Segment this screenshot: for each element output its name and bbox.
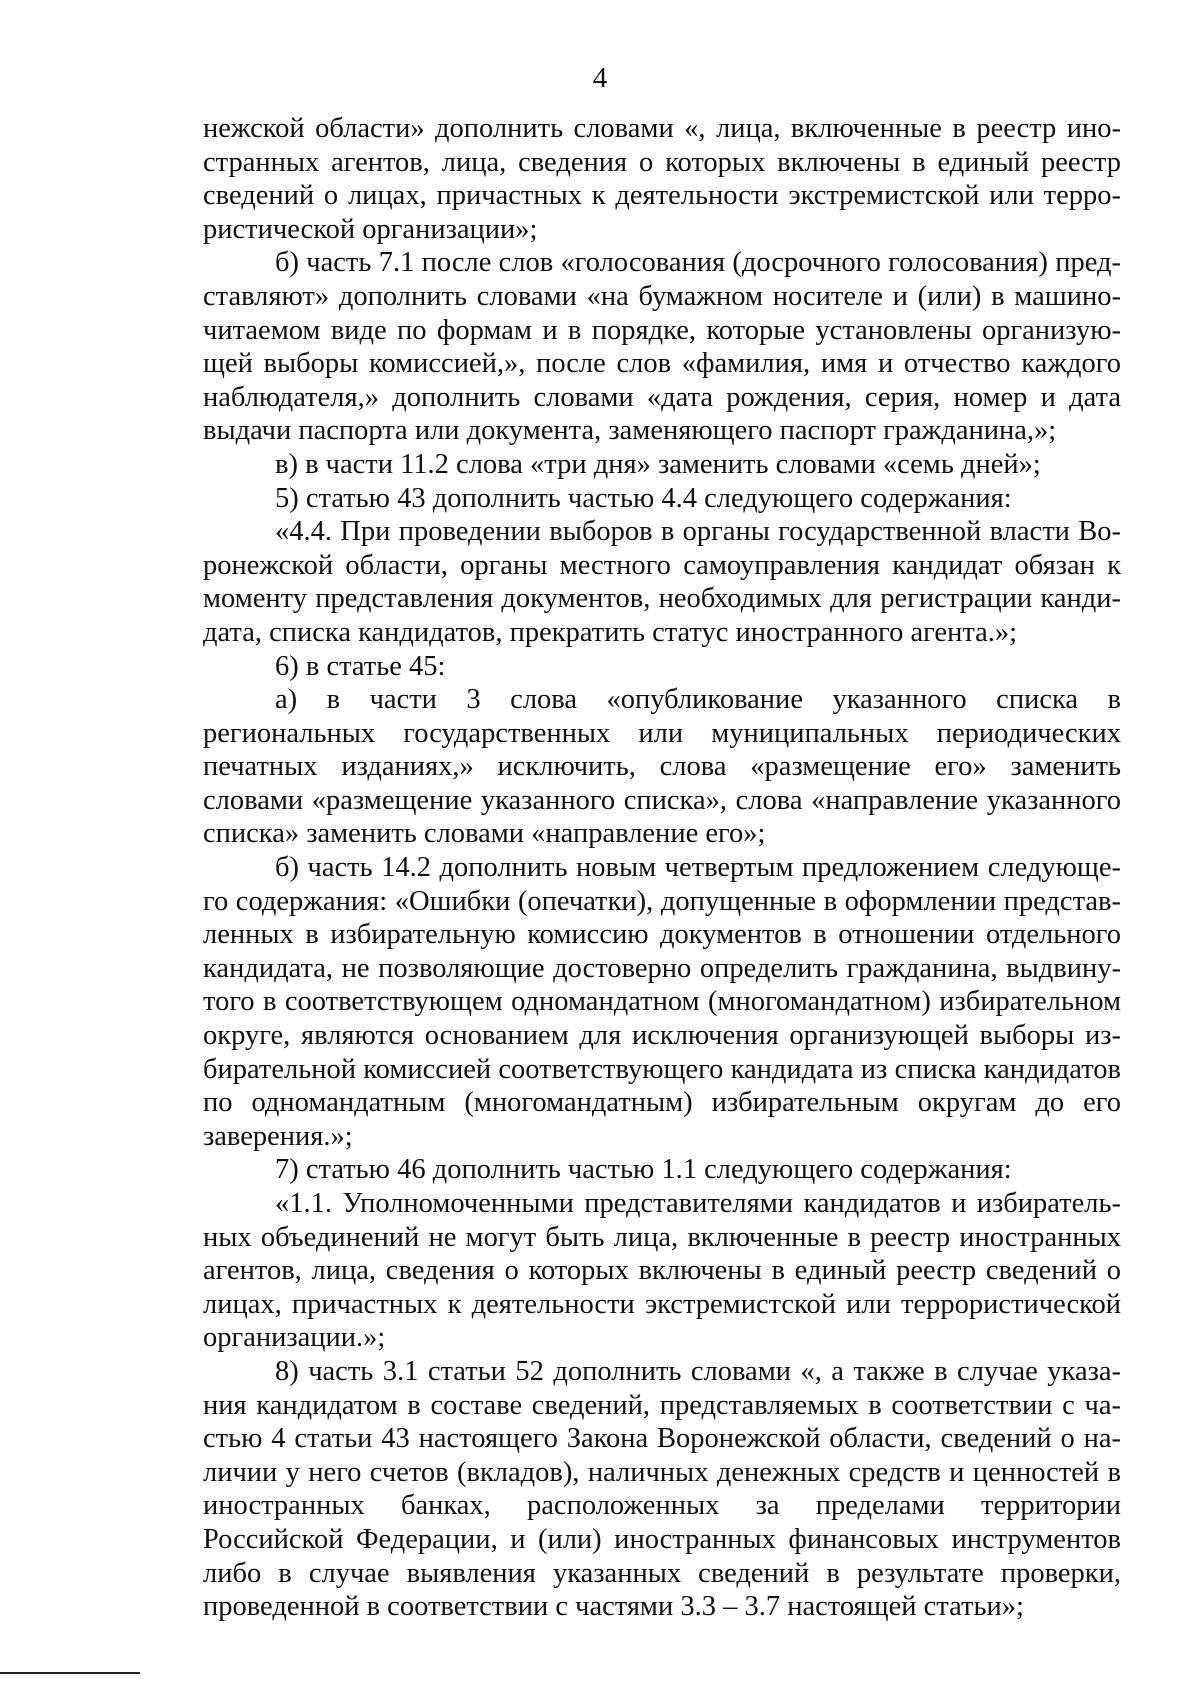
- footer-divider: [0, 1672, 140, 1674]
- paragraph-item-6a: а) в части 3 слова «опубликование указанного списка в региональных государственных или муниципальных периодических печатных изданиях,» исключить, слова «размещение его» заменить словами «размещение указанного списка», слова «направление указанного списка» заменить словами «направление его»;: [203, 684, 1121, 850]
- paragraph-7-1-amendment: б) часть 7.1 после слов «голосования (досрочного голосования) представляют» дополнить словами «на бумажном носителе и (или) в машиночитаемом виде по формам и в порядке, которые установлены организующей выборы комиссией,», после слов «фамилия, имя и отчество каждого наблюдателя,» дополнить словами «дата рождения, серия, номер и дата выдачи паспорта или документа, заменяющего паспорт гражданина,»;: [203, 247, 1121, 447]
- paragraph-quote-4-4: «4.4. При проведении выборов в органы государственной власти Воронежской области, органы местного самоуправления кандидат обязан к моменту представления документов, необходимых для регистрации кандидата, списка кандидатов, прекратить статус иностранного агента.»;: [203, 516, 1121, 648]
- page-number: 4: [592, 62, 608, 94]
- paragraph-item-7: 7) статью 46 дополнить частью 1.1 следующего содержания:: [275, 1154, 1012, 1186]
- paragraph-11-2-amendment: в) в части 11.2 слова «три дня» заменить словами «семь дней»;: [275, 448, 1041, 480]
- paragraph-quote-1-1: «1.1. Уполномоченными представителями кандидатов и избирательных объединений не могут быть лица, включенные в реестр иностранных агентов, лица, сведения о которых включены в единый реестр сведений о лицах, причастных к деятельности экстремистской или террористической организации.»;: [203, 1188, 1121, 1354]
- document-body: [203, 112, 1121, 1624]
- paragraph-item-6b: б) часть 14.2 дополнить новым четвертым предложением следующего содержания: «Ошибки (опечатки), допущенные в оформлении представленных в избирательную комиссию документов в отношении отдельного кандидата, не позволяющие достоверно определить гражданина, выдвинутого в соответствующем одномандатном (многомандатном) избирательном округе, являются основанием для исключения организующей выборы избирательной комиссией соответствующего кандидата из списка кандидатов по одномандатным (многомандатным) избирательным округам до его заверения.»;: [203, 852, 1121, 1152]
- paragraph-item-5: 5) статью 43 дополнить частью 4.4 следующего содержания:: [275, 482, 1012, 514]
- paragraph-item-6: 6) в статье 45:: [275, 650, 446, 682]
- paragraph-item-8: 8) часть 3.1 статьи 52 дополнить словами «, а также в случае указания кандидатом в составе сведений, представляемых в соответствии с частью 4 статьи 43 настоящего Закона Воронежской области, сведений о наличии у него счетов (вкладов), наличных денежных средств и ценностей в иностранных банках, расположенных за пределами территории Российской Федерации, и (или) иностранных финансовых инструментов либо в случае выявления указанных сведений в результате проверки, проведенной в соответствии с частями 3.3 – 3.7 настоящей статьи»;: [203, 1355, 1121, 1623]
- paragraph-continuation: нежской области» дополнить словами «, лица, включенные в реестр иностранных агентов, лица, сведения о которых включены в единый реестр сведений о лицах, причастных к деятельности экстремистской или террористической организации»;: [203, 113, 1121, 245]
